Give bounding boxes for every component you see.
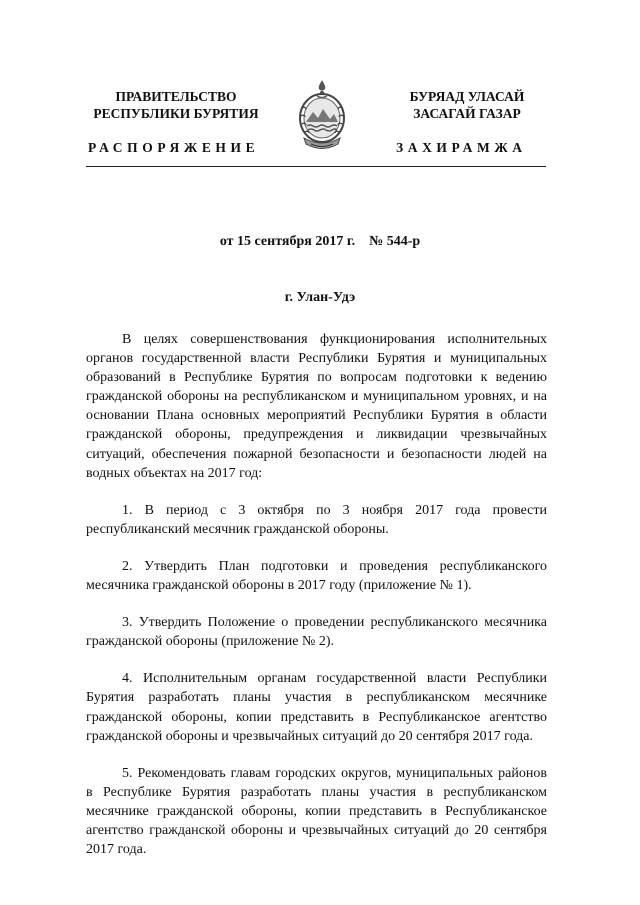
issuer-buryat-line-2: ЗАСАГАЙ ГАЗАР — [413, 106, 521, 121]
document-type-russian: РАСПОРЯЖЕНИЕ — [88, 140, 260, 155]
header-divider — [86, 166, 546, 167]
issuer-line-1: ПРАВИТЕЛЬСТВО — [115, 89, 237, 104]
document-body — [86, 330, 547, 877]
item-2-paragraph: 2. Утвердить План подготовки и проведения республиканского месячника гражданской обороны в 2017 году (приложение № 1). — [86, 558, 547, 594]
document-city: г. Улан-Удэ — [284, 290, 356, 305]
item-3-paragraph: 3. Утвердить Положение о проведении республиканского месячника гражданской обороны (приложение № 2). — [86, 615, 547, 650]
preamble-paragraph: В целях совершенствования функционирования исполнительных органов государственной власти Республики Бурятия и муниципальных образований в Республике Бурятия по вопросам подготовки к ведению гражданской обороны на республиканском и муниципальном уровнях, и на основании Плана основных мероприятий Республики Бурятия в области гражданской обороны, предупреждения и ликвидации чрезвычайных ситуаций, обеспечения пожарной безопасности и безопасности людей на водных объектах на 2017 год: — [86, 332, 547, 481]
coat-of-arms-icon — [296, 78, 348, 154]
issuer-buryat-line-1: БУРЯАД УЛАСАЙ — [409, 89, 525, 104]
item-5-paragraph: 5. Рекомендовать главам городских округов, муниципальных районов в Республике Бурятия разработать планы участия в республиканском месячнике гражданской обороны, копии представить в Республиканское агентство гражданской обороны и чрезвычайных ситуаций до 20 сентября 2017 года. — [86, 765, 547, 858]
issuer-name-buryat — [386, 88, 548, 122]
item-4-paragraph: 4. Исполнительным органам государственной власти Республики Бурятия разработать планы участия в республиканском месячнике гражданской обороны, копии представить в Республиканское агентство гражданской обороны и чрезвычайных ситуаций до 20 сентября 2017 года. — [86, 671, 547, 744]
item-1-paragraph: 1. В период с 3 октября по 3 ноября 2017 года провести республиканский месячник гражданской обороны. — [86, 502, 547, 537]
issuer-name-russian — [86, 88, 266, 122]
document-type-buryat: ЗАХИРАМЖА — [396, 140, 527, 155]
document-date-number: от 15 сентября 2017 г. № 544-р — [219, 234, 421, 249]
issuer-line-2: РЕСПУБЛИКИ БУРЯТИЯ — [93, 106, 259, 121]
